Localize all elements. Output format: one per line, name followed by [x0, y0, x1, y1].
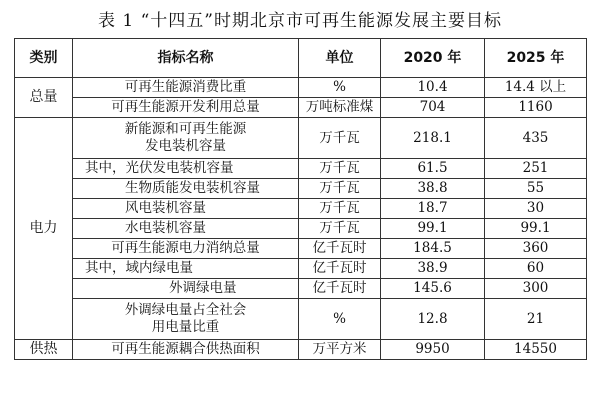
indicator-cell: 可再生能源开发利用总量	[73, 98, 299, 118]
unit-cell: 万千瓦	[299, 179, 381, 199]
indicator-cell	[73, 299, 299, 340]
header-category: 类别	[15, 39, 73, 78]
value-2020-cell: 218.1	[381, 118, 485, 159]
value-2025-cell: 14.4 以上	[485, 78, 587, 98]
table-row	[15, 118, 587, 159]
value-2025-cell: 99.1	[485, 219, 587, 239]
value-2025-cell: 21	[485, 299, 587, 340]
value-2025-cell: 55	[485, 179, 587, 199]
table-row	[15, 259, 587, 279]
table-row	[15, 199, 587, 219]
header-unit: 单位	[299, 39, 381, 78]
category-power: 电力	[15, 118, 73, 340]
value-2020-cell: 145.6	[381, 279, 485, 299]
value-2025-cell: 30	[485, 199, 587, 219]
value-2025-cell: 360	[485, 239, 587, 259]
table-row	[15, 279, 587, 299]
unit-cell: 万平方米	[299, 340, 381, 360]
table-row	[15, 159, 587, 179]
table-row	[15, 239, 587, 259]
header-2020: 2020 年	[381, 39, 485, 78]
table-title: 表 1 “十四五”时期北京市可再生能源发展主要目标	[97, 11, 502, 31]
targets-table	[14, 38, 587, 360]
value-2025-cell: 300	[485, 279, 587, 299]
unit-cell: 万吨标准煤	[299, 98, 381, 118]
unit-cell: %	[299, 78, 381, 98]
unit-cell: 亿千瓦时	[299, 259, 381, 279]
indicator-cell: 其中，域内绿电量	[73, 259, 299, 279]
category-total: 总量	[15, 78, 73, 118]
value-2020-cell: 38.9	[381, 259, 485, 279]
value-2020-cell: 18.7	[381, 199, 485, 219]
table-row	[15, 179, 587, 199]
indicator-cell: 可再生能源耦合供热面积	[73, 340, 299, 360]
unit-cell: 万千瓦	[299, 159, 381, 179]
indicator-cell: 生物质能发电装机容量	[73, 179, 299, 199]
unit-cell: %	[299, 299, 381, 340]
value-2020-cell: 61.5	[381, 159, 485, 179]
indicator-cell: 外调绿电量	[73, 279, 299, 299]
category-heat: 供热	[15, 340, 73, 360]
value-2020-cell: 12.8	[381, 299, 485, 340]
header-row	[15, 39, 587, 78]
value-2020-cell: 184.5	[381, 239, 485, 259]
indicator-cell	[73, 118, 299, 159]
value-2020-cell: 10.4	[381, 78, 485, 98]
value-2020-cell: 38.8	[381, 179, 485, 199]
table-row	[15, 78, 587, 98]
indicator-cell: 其中，光伏发电装机容量	[73, 159, 299, 179]
value-2020-cell: 99.1	[381, 219, 485, 239]
table-row	[15, 98, 587, 118]
indicator-cell: 可再生能源电力消纳总量	[73, 239, 299, 259]
table-row	[15, 340, 587, 360]
table-row	[15, 299, 587, 340]
table-row	[15, 219, 587, 239]
value-2025-cell: 435	[485, 118, 587, 159]
header-indicator: 指标名称	[73, 39, 299, 78]
value-2025-cell: 1160	[485, 98, 587, 118]
value-2025-cell: 251	[485, 159, 587, 179]
unit-cell: 万千瓦	[299, 199, 381, 219]
indicator-cell: 可再生能源消费比重	[73, 78, 299, 98]
indicator-line: 用电量比重	[151, 319, 220, 335]
value-2025-cell: 14550	[485, 340, 587, 360]
value-2020-cell: 704	[381, 98, 485, 118]
indicator-cell: 水电装机容量	[73, 219, 299, 239]
indicator-line: 发电装机容量	[145, 138, 226, 154]
value-2025-cell: 60	[485, 259, 587, 279]
unit-cell: 万千瓦	[299, 118, 381, 159]
indicator-line: 外调绿电量占全社会	[124, 302, 247, 318]
unit-cell: 亿千瓦时	[299, 279, 381, 299]
unit-cell: 万千瓦	[299, 219, 381, 239]
value-2020-cell: 9950	[381, 340, 485, 360]
header-2025: 2025 年	[485, 39, 587, 78]
indicator-cell: 风电装机容量	[73, 199, 299, 219]
indicator-line: 新能源和可再生能源	[124, 121, 247, 137]
unit-cell: 亿千瓦时	[299, 239, 381, 259]
